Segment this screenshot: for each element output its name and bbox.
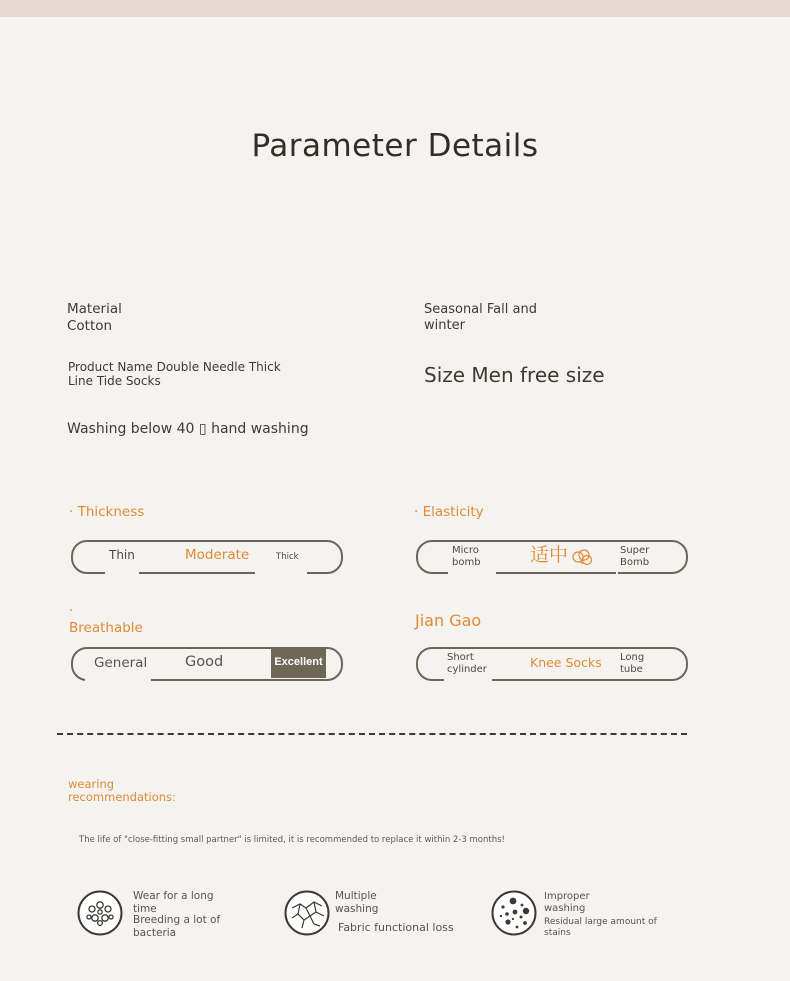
cotton-flower-icon	[570, 548, 594, 568]
breathable-option-excellent[interactable]: Excellent	[271, 648, 326, 678]
top-bar	[0, 0, 790, 17]
replacement-note: The life of "close-fitting small partner" is limited, it is recommended to replace it within 2-3 months!	[79, 835, 505, 845]
jian-gao-option-short-cylinder[interactable]: Short cylinder	[447, 652, 487, 675]
thickness-label: · Thickness	[69, 504, 145, 520]
dashed-divider	[57, 733, 687, 735]
jian-gao-option-knee-socks[interactable]: Knee Socks	[530, 655, 602, 670]
material-param: Material Cotton	[67, 301, 122, 334]
item-1-line-1: Wear for a long time	[133, 890, 214, 915]
washing-param: Washing below 40 ▯ hand washing	[67, 421, 309, 437]
breathable-label: · Breathable	[69, 603, 143, 636]
elasticity-label: · Elasticity	[414, 504, 484, 520]
seasonal-param: Seasonal Fall and winter	[424, 302, 537, 334]
size-param: Size Men free size	[424, 363, 605, 387]
jian-gao-option-long-tube[interactable]: Long tube	[620, 652, 645, 675]
thickness-option-moderate[interactable]: Moderate	[185, 547, 250, 563]
breathable-option-good[interactable]: Good	[185, 654, 224, 670]
cracked-fabric-icon	[284, 890, 330, 936]
item-2-line-1: Multiple washing	[335, 890, 379, 915]
wearing-recommendations-title: wearing recommendations:	[68, 777, 176, 805]
item-3-line-2: Residual large amount of stains	[544, 917, 657, 938]
item-3-line-1: Improper washing	[544, 891, 590, 914]
elasticity-option-micro-bomb[interactable]: Micro bomb	[452, 545, 481, 568]
item-2-line-2: Fabric functional loss	[338, 921, 454, 934]
elasticity-option-super-bomb[interactable]: Super Bomb	[620, 545, 650, 568]
thickness-option-thick[interactable]: Thick	[276, 552, 299, 562]
stains-icon	[491, 890, 537, 936]
breathable-option-general[interactable]: General	[94, 655, 148, 671]
jian-gao-label: Jian Gao	[415, 611, 482, 630]
bacteria-icon	[77, 890, 123, 936]
page-title: Parameter Details	[251, 128, 539, 164]
thickness-option-thin[interactable]: Thin	[109, 548, 135, 562]
elasticity-option-moderate[interactable]: 适中	[530, 544, 569, 566]
product-name-param: Product Name Double Needle Thick Line Tide Socks	[68, 360, 281, 388]
item-1-line-2: Breeding a lot of bacteria	[133, 914, 221, 939]
